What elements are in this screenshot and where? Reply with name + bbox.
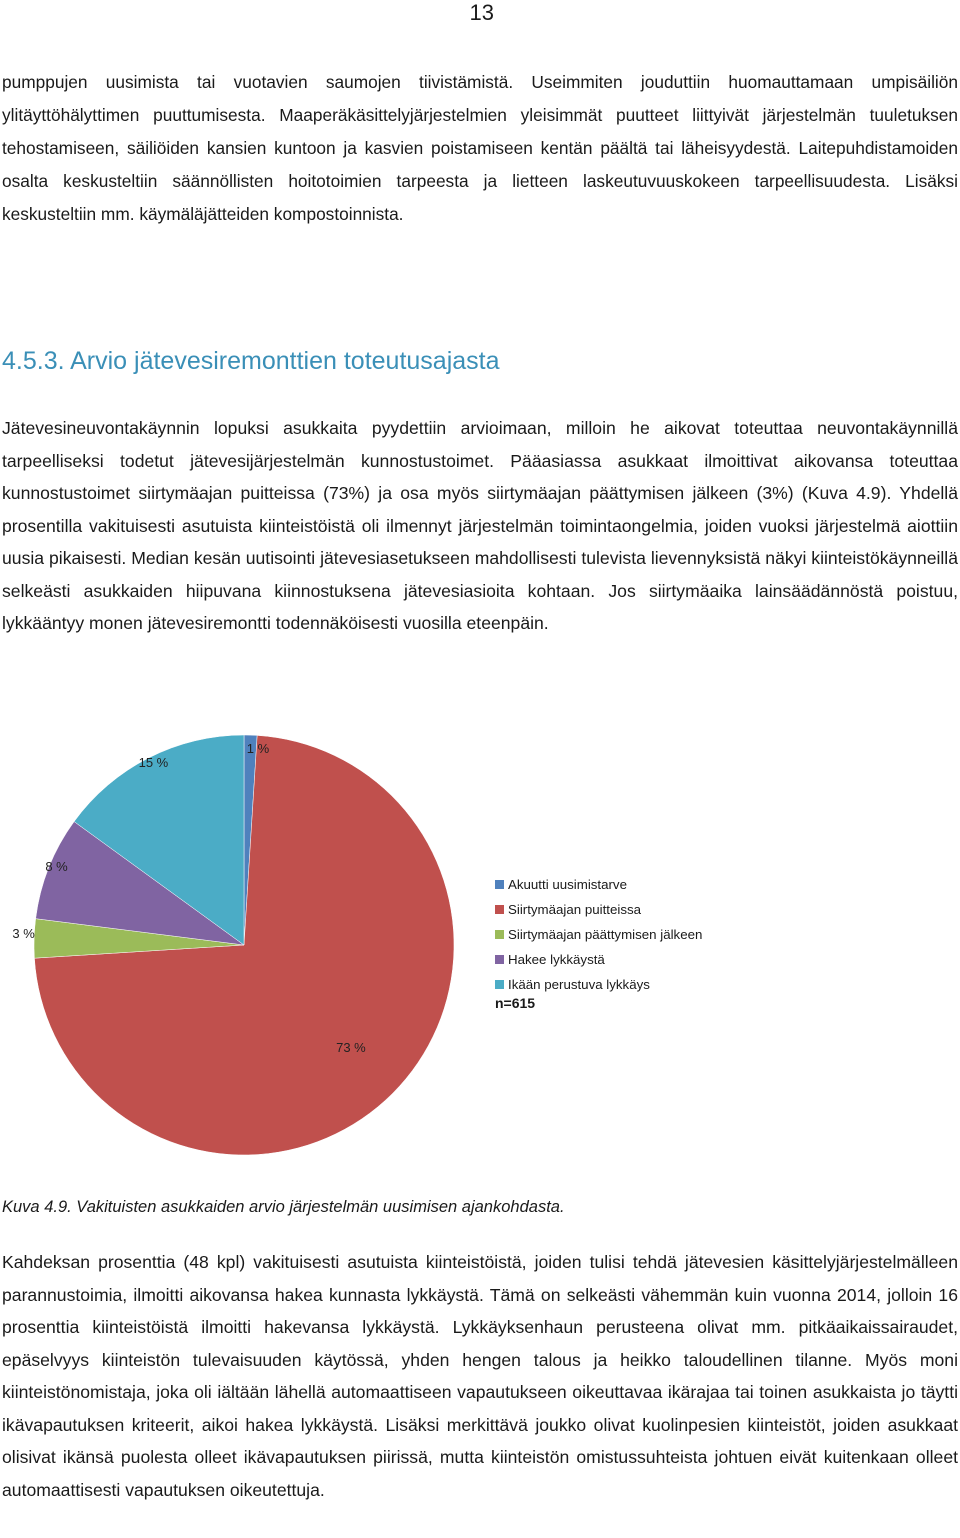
legend-swatch [495,980,504,989]
pie-data-label-3: 3 % [12,926,35,942]
legend-label: Siirtymäajan puitteissa [508,902,642,917]
legend-swatch [495,930,504,939]
pie-data-label-2: 73 % [336,1039,366,1055]
section-heading: 4.5.3. Arvio jätevesiremonttien toteutusajasta [2,347,500,375]
legend-swatch [495,880,504,889]
legend-label: Hakee lykkäystä [508,952,605,967]
pie-chart [0,720,960,1180]
paragraph-body: Jätevesineuvontakäynnin lopuksi asukkaita pyydettiin arvioimaan, milloin he aikovat toteuttaa neuvontakäynnillä tarpeelliseksi todetut jätevesijärjestelmän kunnostustoimet. Pääasiassa asukkaat ilmoittivat aikovansa toteuttaa kunnostustoimet siirtymäajan puitteissa (73%) ja osa myös siirtymäajan päättymisen jälkeen (3%) (Kuva 4.9). Yhdellä prosentilla vakituisesti asutuista kiinteistöistä oli ilmennyt järjestelmän toimintaongelmia, joiden vuoksi järjestelmä aiottiin uusia pikaisesti. Median kesän uutisointi jätevesiasetukseen mahdollisesti tulevista lievennyksistä näkyi kiinteistökäynneillä selkeästi asukkaiden hiipuvana kiinnostuksena jätevesiasioita kohtaan. Jos siirtymäaika lainsäädännöstä poistuu, lykkääntyy monen jätevesiremontti todennäköisesti vuosilla eteenpäin. [2,418,958,633]
legend-swatch [495,955,504,964]
page-number: 13 [469,0,494,25]
legend-item-3 [495,922,702,947]
sample-size-label: n=615 [495,995,536,1011]
paragraph-intro: pumppujen uusimista tai vuotavien saumojen tiivistämistä. Useimmiten jouduttiin huomauttamaan umpisäiliön ylitäyttöhälyttimen puuttumisesta. Maaperäkäsittelyjärjestelmien yleisimmät puutteet liittyivät järjestelmän tuuletuksen tehostamiseen, säiliöiden kansien kuntoon ja kasvien poistamiseen kentän päältä tai läheisyydestä. Laitepuhdistamoiden osalta keskusteltiin säännöllisten hoitotoimien tarpeesta ja lietteen laskeutuvuuskokeen tarpeellisuudesta. Lisäksi keskusteltiin mm. käymäläjätteiden kompostoinnista. [2,72,958,224]
pie-data-label-4: 8 % [45,858,68,874]
legend-label: Siirtymäajan päättymisen jälkeen [508,927,703,942]
figure-pie-chart [0,720,960,1180]
chart-legend [495,872,702,1011]
pie-data-label-1: 1 % [246,741,270,756]
legend-swatch [495,905,504,914]
legend-item-2 [495,897,702,922]
legend-item-1 [495,872,702,897]
figure-caption: Kuva 4.9. Vakituisten asukkaiden arvio järjestelmän uusimisen ajankohdasta. [2,1198,565,1216]
legend-label: Akuutti uusimistarve [508,877,627,892]
legend-label: Ikään perustuva lykkäys [508,977,650,992]
paragraph-postponement: Kahdeksan prosenttia (48 kpl) vakituisesti asutuista kiinteistöistä, joiden tulisi tehdä jätevesien käsittelyjärjestelmälleen parannustoimia, ilmoitti aikovansa hakea kunnasta lykkäystä. Tämä on selkeästi vähemmän kuin vuonna 2014, jolloin 16 prosenttia kiinteistöistä ilmoitti hakevansa lykkäystä. Lykkäyksenhaun perusteena olivat mm. pitkäaikaissairaudet, epäselvyys kiinteistön tulevaisuuden käytössä, yhden hengen talous ja heikko taloudellinen tilanne. Myös moni kiinteistönomistaja, joka oli iältään lähellä automaattiseen vapautukseen oikeuttavaa ikärajaa tai toinen asukkaista jo täytti ikävapautuksen kriteerit, aikoi hakea lykkäystä. Lisäksi merkittävä joukko olivat kuolinpesien kiinteistöt, joiden asukkaat olisivat ikänsä puolesta olleet ikävapautuksen piirissä, mutta kiinteistön omistussuhteista johtuen eivät kuitenkaan olleet automaattisesti vapautuksen oikeutettuja. [2,1252,958,1500]
legend-item-5 [495,972,702,997]
legend-item-4 [495,947,702,972]
pie-data-label-5: 15 % [138,755,169,771]
